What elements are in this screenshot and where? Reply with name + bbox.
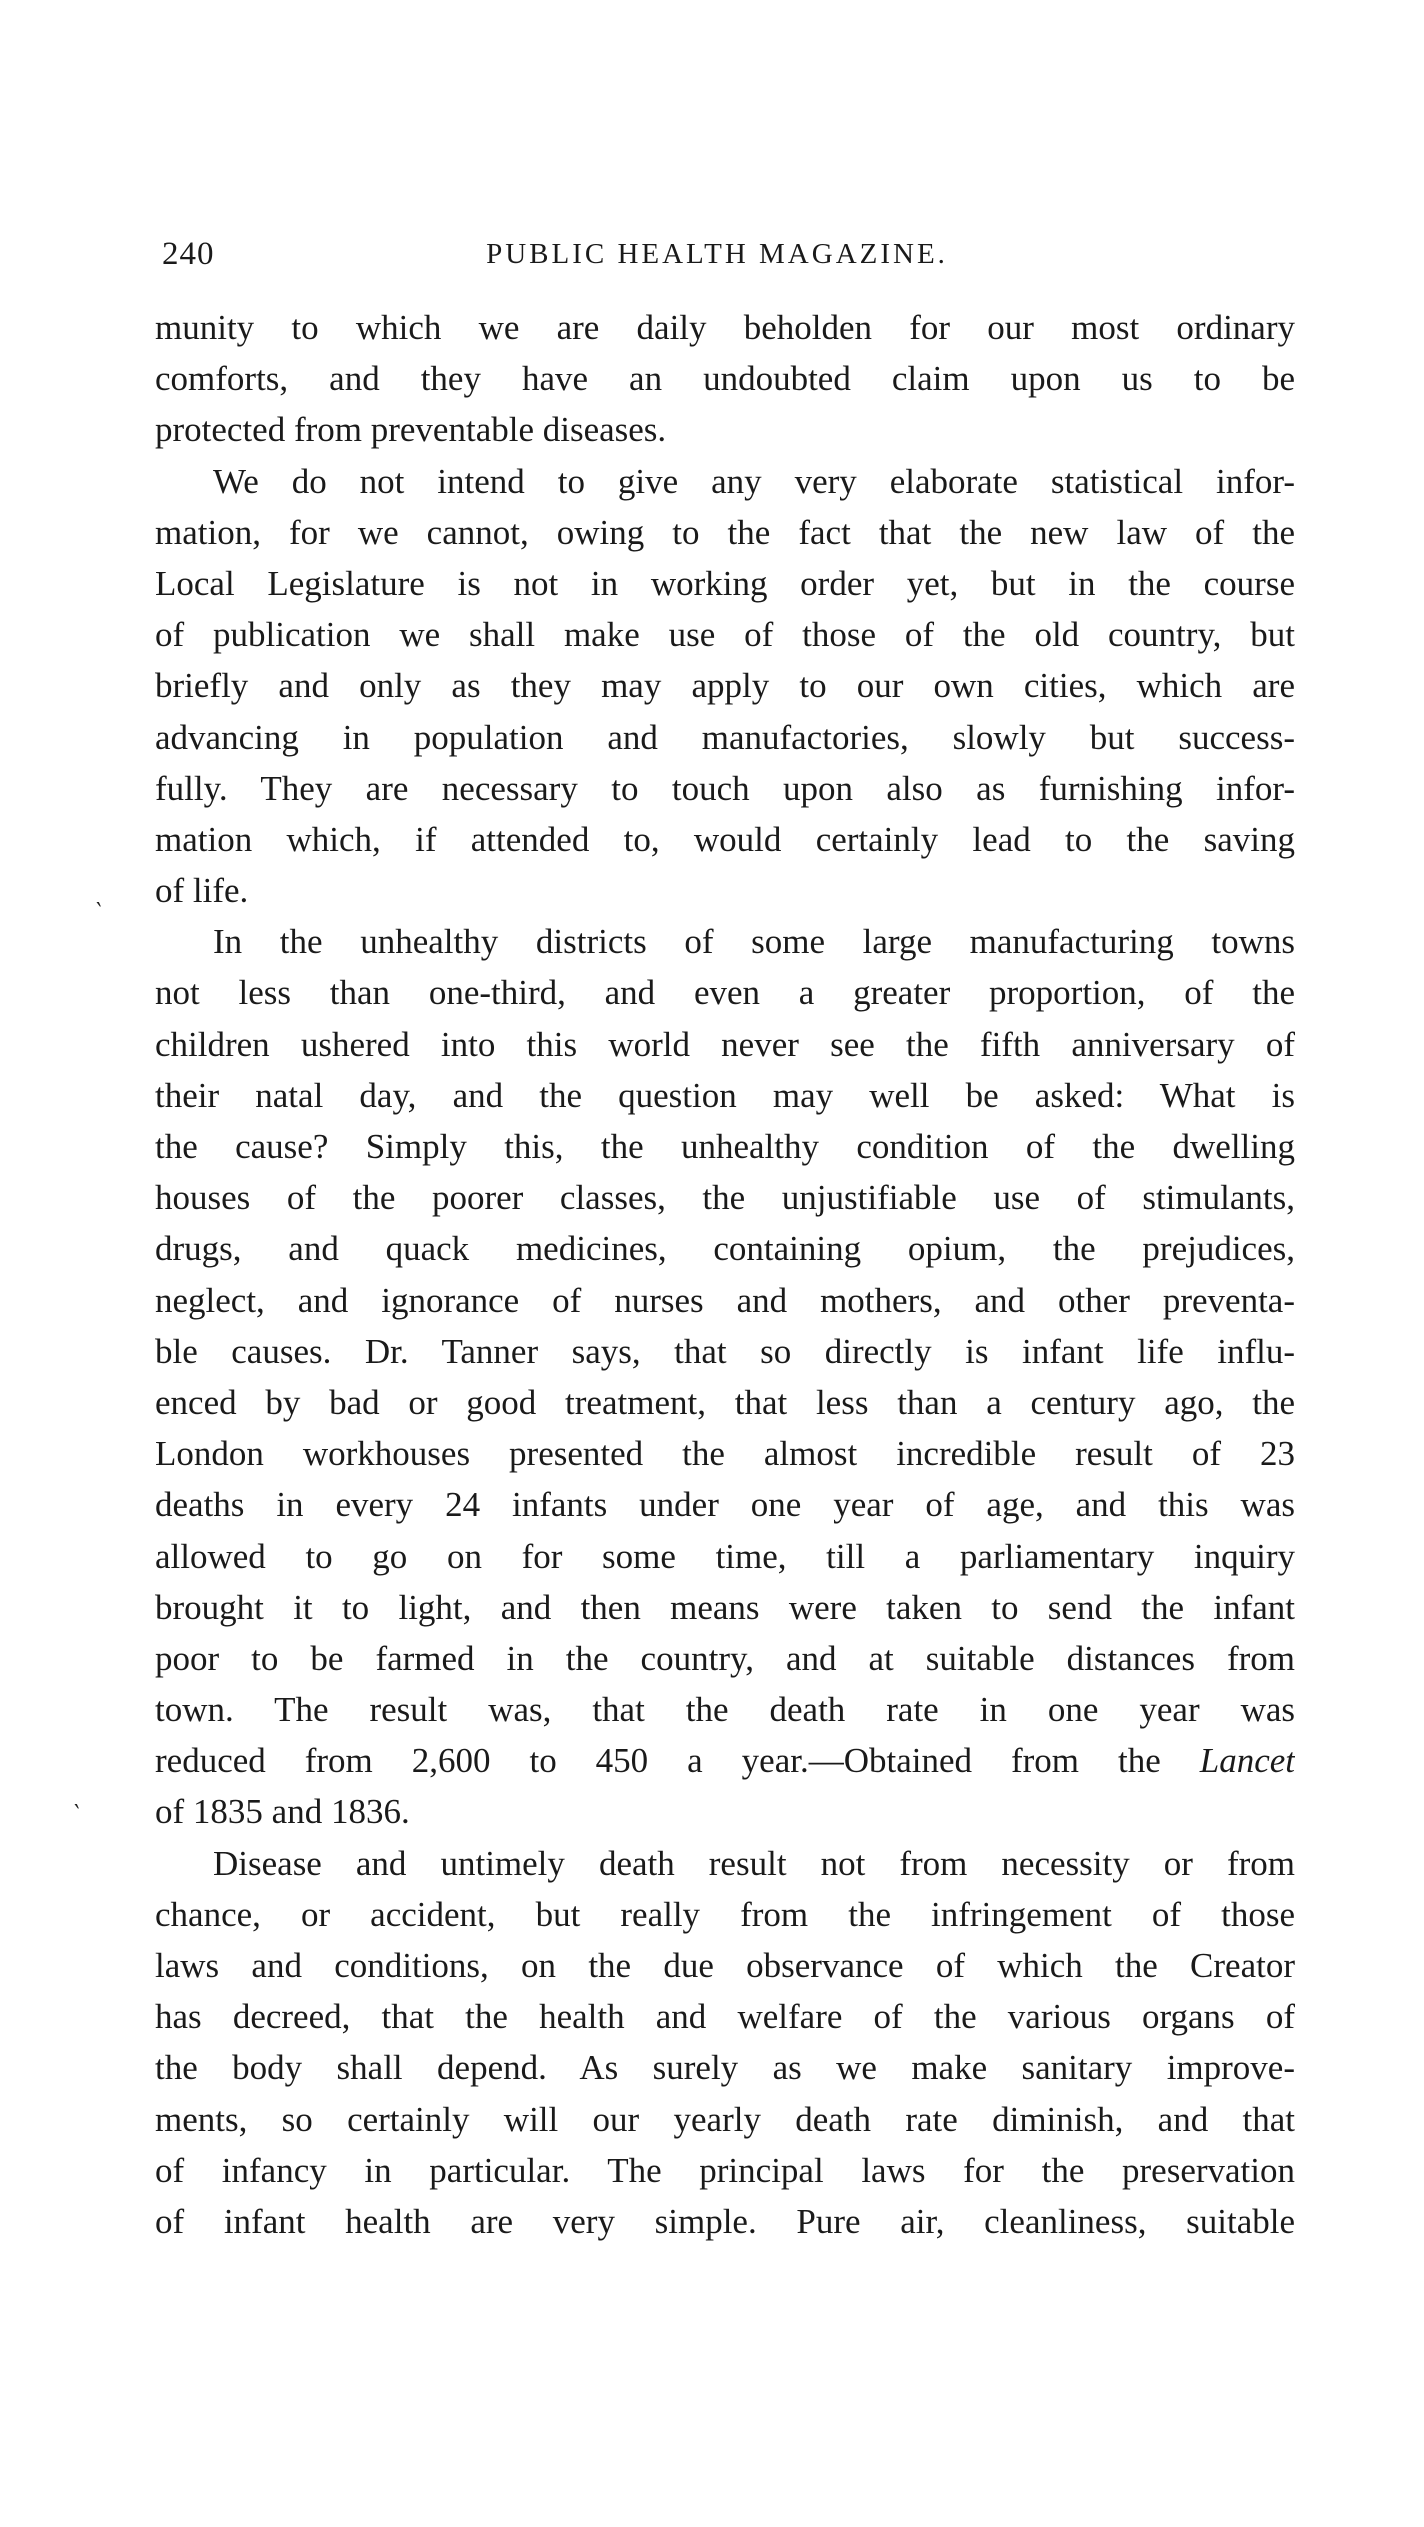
text-line: reduced from 2,600 to 450 a year.—Obtained from the (155, 1741, 1161, 1781)
text-line: fully. They are necessary to touch upon also as furnishing infor- (155, 768, 1295, 808)
text-line: London workhouses presented the almost incredible result of 23 (155, 1434, 1295, 1474)
text-line: poor to be farmed in the country, and at suitable distances from (155, 1638, 1295, 1678)
text-line: deaths in every 24 infants under one year of age, and this was (155, 1485, 1295, 1525)
text-line: ments, so certainly will our yearly death rate diminish, and that (155, 2099, 1295, 2139)
page-number: 240 (162, 236, 215, 272)
text-line: allowed to go on for some time, till a parliamentary inquiry (155, 1536, 1295, 1576)
text-line: of infant health are very simple. Pure air, cleanliness, suitable (155, 2201, 1295, 2241)
margin-mark: ‵ (96, 900, 102, 926)
text-line: has decreed, that the health and welfare of the various organs of (155, 1997, 1295, 2037)
text-line: town. The result was, that the death rate in one year was (155, 1690, 1295, 1730)
text-line: enced by bad or good treatment, that less than a century ago, the (155, 1382, 1295, 1422)
text-line: not less than one-third, and even a greater proportion, of the (155, 973, 1295, 1013)
margin-mark: ‵ (74, 1802, 80, 1828)
text-line: In the unhealthy districts of some large manufacturing towns (213, 922, 1295, 962)
text-line: We do not intend to give any very elaborate statistical infor- (213, 461, 1295, 501)
text-line: briefly and only as they may apply to our own cities, which are (155, 666, 1295, 706)
text-line: Disease and untimely death result not from necessity or from (213, 1843, 1295, 1883)
text-line: of publication we shall make use of those of the old country, but (155, 615, 1295, 655)
text-line: ble causes. Dr. Tanner says, that so directly is infant life influ- (155, 1331, 1295, 1371)
text-line: the body shall depend. As surely as we make sanitary improve- (155, 2048, 1295, 2088)
text-line: advancing in population and manufactories, slowly but success- (155, 717, 1295, 757)
text-line-with-citation (155, 1735, 1295, 1786)
paragraph-statistics (155, 456, 1295, 917)
text-line: protected from preventable diseases. (155, 410, 667, 450)
text-line: chance, or accident, but really from the infringement of those (155, 1894, 1295, 1934)
journal-name: Lancet (1199, 1741, 1295, 1781)
text-line: mation, for we cannot, owing to the fact that the new law of the (155, 512, 1295, 552)
text-line: of life. (155, 871, 249, 911)
text-line: of infancy in particular. The principal laws for the preservation (155, 2150, 1295, 2190)
text-line: of 1835 and 1836. (155, 1792, 410, 1832)
running-head (162, 236, 1272, 276)
text-line: houses of the poorer classes, the unjustifiable use of stimulants, (155, 1178, 1295, 1218)
text-line: drugs, and quack medicines, containing opium, the prejudices, (155, 1229, 1295, 1269)
text-line: Local Legislature is not in working order yet, but in the course (155, 563, 1295, 603)
text-line: neglect, and ignorance of nurses and mothers, and other preventa- (155, 1280, 1295, 1320)
body-text (155, 302, 1295, 2247)
text-line: children ushered into this world never see the fifth anniversary of (155, 1024, 1295, 1064)
paragraph-unhealthy-districts (155, 916, 1295, 1837)
text-line: laws and conditions, on the due observance of which the Creator (155, 1946, 1295, 1985)
paragraph-disease (155, 1838, 1295, 2248)
text-line: munity to which we are daily beholden for our most ordinary (155, 308, 1295, 347)
text-line: mation which, if attended to, would certainly lead to the saving (155, 819, 1295, 859)
text-line: brought it to light, and then means were taken to send the infant (155, 1587, 1295, 1627)
text-line: their natal day, and the question may well be asked: What is (155, 1075, 1295, 1115)
text-line: comforts, and they have an undoubted claim upon us to be (155, 359, 1295, 399)
running-title: PUBLIC HEALTH MAGAZINE. (486, 238, 948, 270)
paragraph-continuation (155, 302, 1295, 456)
text-line: the cause? Simply this, the unhealthy condition of the dwelling (155, 1127, 1295, 1166)
